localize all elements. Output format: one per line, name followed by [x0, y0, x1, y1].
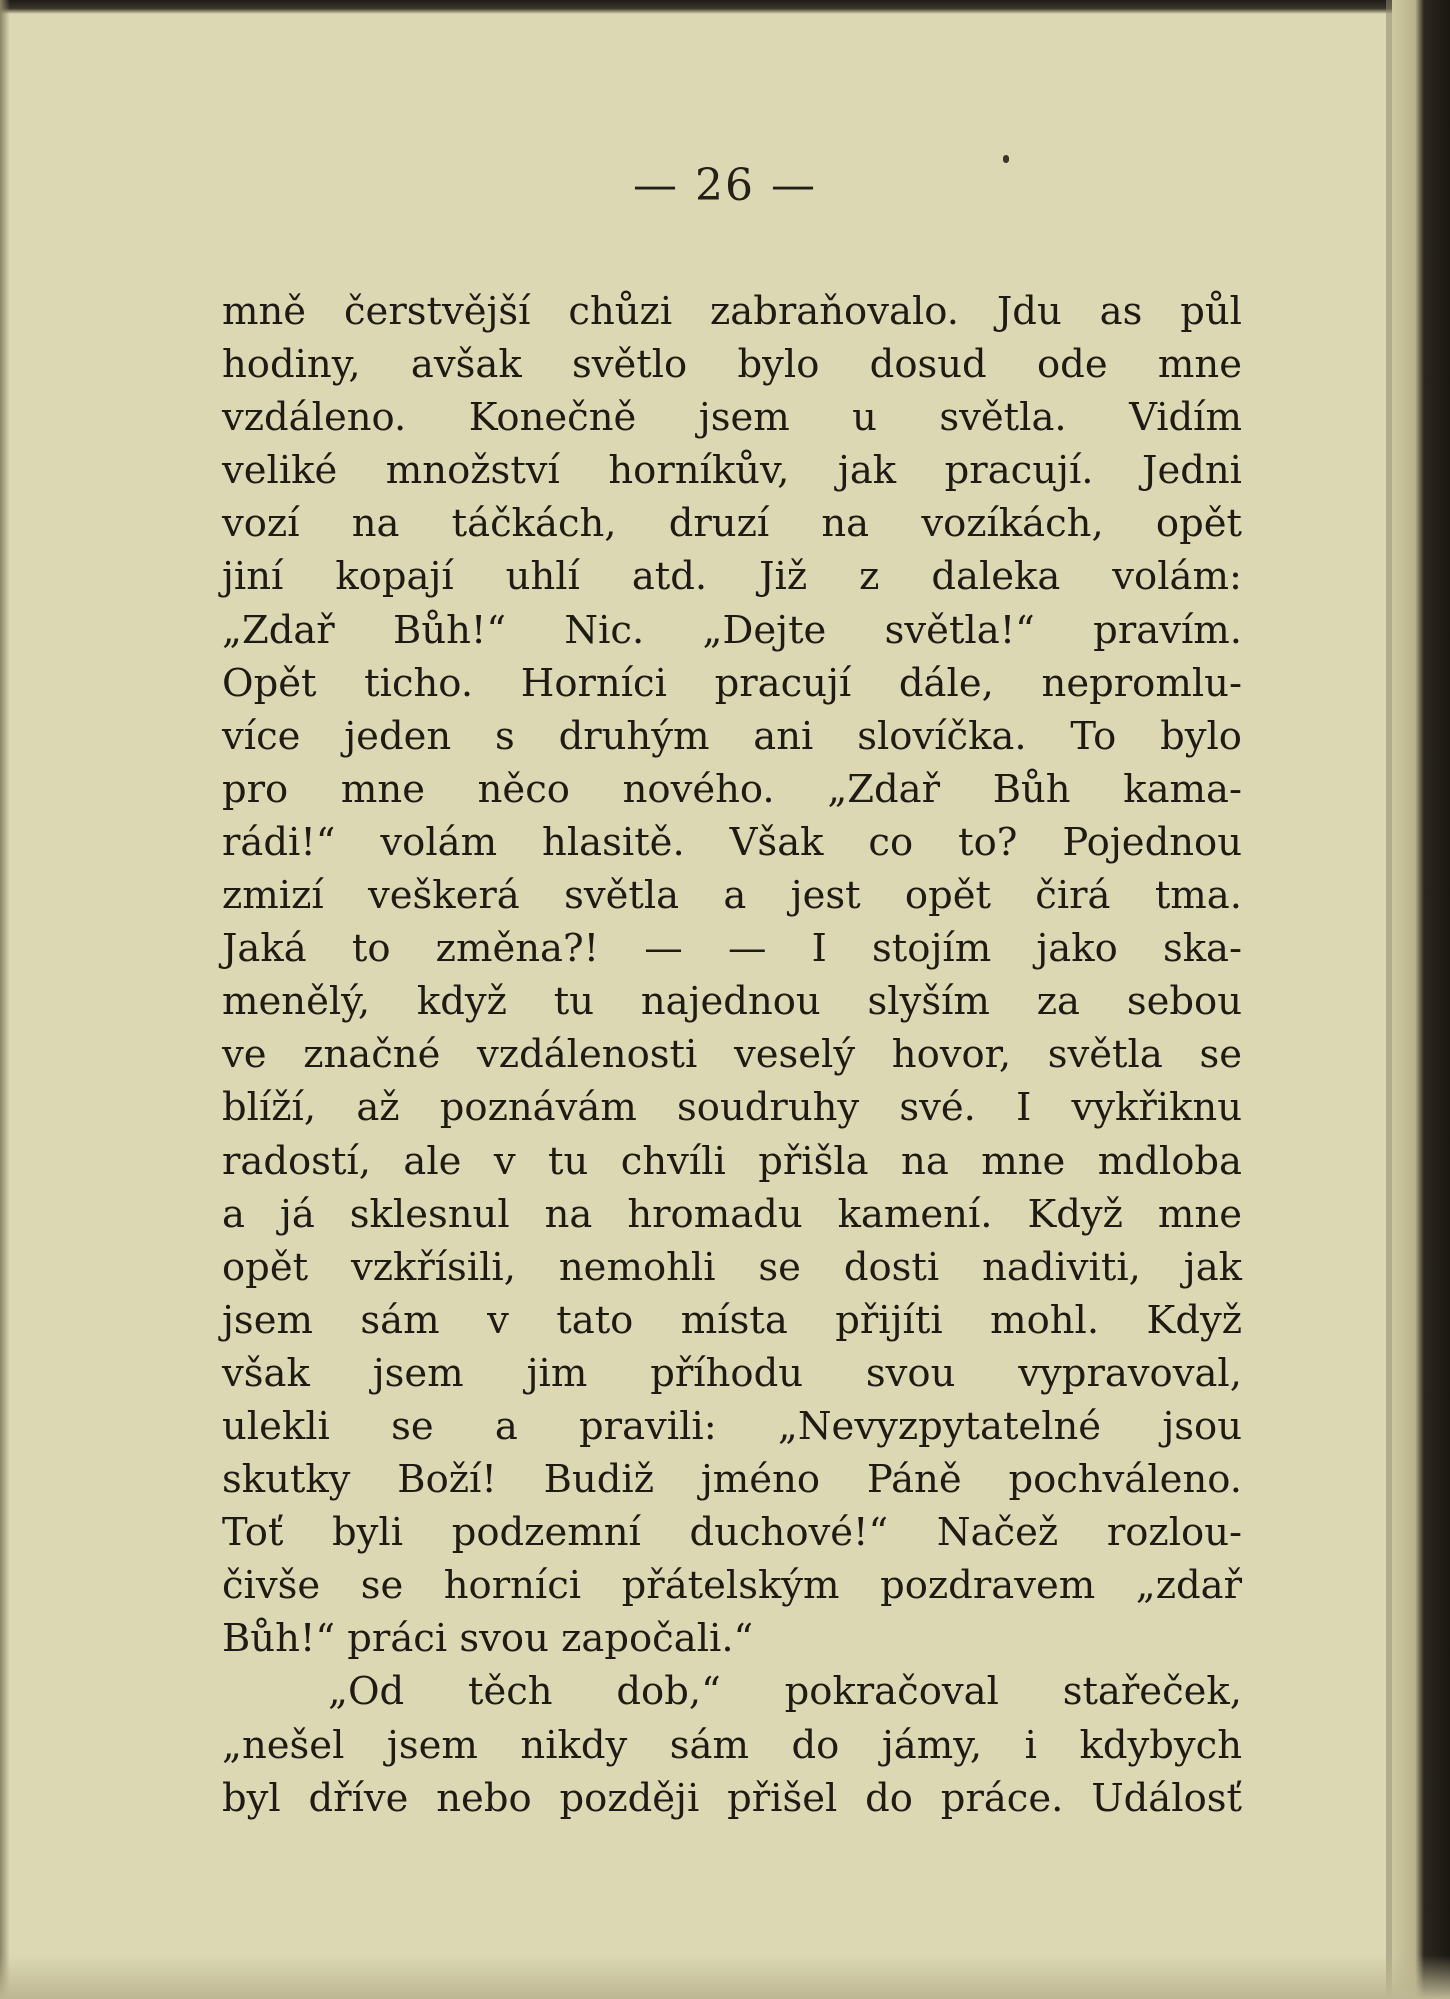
text-line: ve značné vzdálenosti veselý hovor, světla se: [222, 1032, 1242, 1078]
text-line: Opět ticho. Horníci pracují dále, nepromlu-: [222, 660, 1242, 706]
body-text: [222, 285, 1242, 1825]
text-line: „Zdař Bůh!“ Nic. „Dejte světla!“ pravím.: [222, 607, 1242, 653]
page-shadow-left: [0, 0, 10, 1999]
text-line-paragraph-start: „Od těch dob,“ pokračoval stařeček,: [328, 1669, 1242, 1715]
text-line: vozí na táčkách, druzí na vozíkách, opět: [222, 501, 1242, 547]
text-line: rádi!“ volám hlasitě. Však co to? Pojednou: [222, 819, 1242, 865]
text-line: „nešel jsem nikdy sám do jámy, i kdybych: [222, 1722, 1242, 1768]
text-line: čivše se horníci přátelským pozdravem „zdař: [222, 1563, 1242, 1609]
text-line: jiní kopají uhlí atd. Již z daleka volám:: [222, 554, 1242, 600]
text-line: ulekli se a pravili: „Nevyzpytatelné jsou: [222, 1403, 1242, 1449]
text-line: jsem sám v tato místa přijíti mohl. Když: [222, 1297, 1242, 1343]
page-number: — 26 —: [633, 160, 817, 211]
book-spine-edge: [1392, 0, 1450, 1999]
text-line: menělý, když tu najednou slyším za sebou: [222, 979, 1242, 1025]
text-line: a já sklesnul na hromadu kamení. Když mne: [222, 1191, 1242, 1237]
text-line: Jaká to změna?! — — I stojím jako ska-: [222, 926, 1242, 972]
text-line: byl dříve nebo později přišel do práce. Událosť: [222, 1775, 1242, 1821]
page-shadow-bottom: [0, 1955, 1450, 1999]
text-line: blíží, až poznávám soudruhy své. I vykřiknu: [222, 1085, 1242, 1131]
text-line-paragraph-end: Bůh!“ práci svou započali.“: [222, 1616, 754, 1662]
text-line: Toť byli podzemní duchové!“ Načež rozlou-: [222, 1510, 1242, 1556]
text-line: skutky Boží! Budiž jméno Páně pochváleno.: [222, 1457, 1242, 1503]
text-line: mně čerstvější chůzi zabraňovalo. Jdu as půl: [222, 289, 1242, 334]
text-line: pro mne něco nového. „Zdař Bůh kama-: [222, 766, 1242, 812]
text-line: veliké množství horníkův, jak pracují. Jedni: [222, 448, 1242, 494]
text-line: hodiny, avšak světlo bylo dosud ode mne: [222, 342, 1242, 388]
text-line: zmizí veškerá světla a jest opět čirá tma.: [222, 873, 1242, 919]
text-line: opět vzkřísili, nemohli se dosti nadiviti, jak: [222, 1244, 1242, 1290]
text-line: vzdáleno. Konečně jsem u světla. Vidím: [222, 395, 1242, 441]
text-line: radostí, ale v tu chvíli přišla na mne mdloba: [222, 1138, 1242, 1184]
text-line: více jeden s druhým ani slovíčka. To bylo: [222, 713, 1242, 759]
binding-edge-top: [0, 0, 1450, 14]
text-line: však jsem jim příhodu svou vypravoval,: [222, 1350, 1242, 1396]
